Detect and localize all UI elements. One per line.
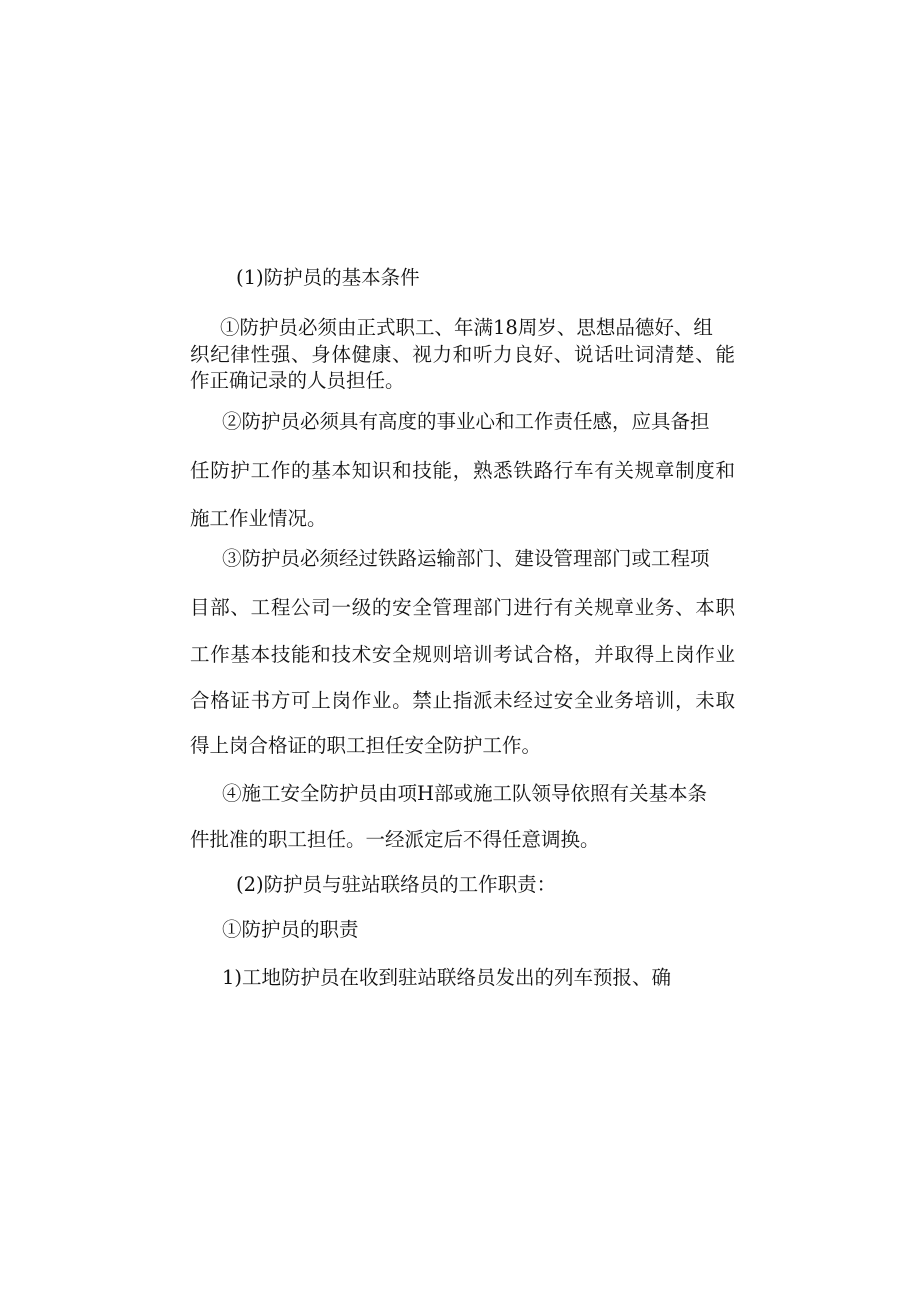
- paragraph-line: ①防护员必须由正式职工、年满18周岁、思想品德好、组: [220, 316, 713, 339]
- paragraph-line: ②防护员必须具有高度的事业心和工作责任感，应具备担: [222, 410, 710, 433]
- paragraph-line: 合格证书方可上岗作业。禁止指派未经过安全业务培训，未取: [190, 689, 735, 712]
- paragraph-line: 得上岗合格证的职工担任安全防护工作。: [190, 734, 542, 757]
- paragraph-line: 工作基本技能和技术安全规则培训考试合格，并取得上岗作业: [190, 643, 735, 666]
- paragraph-line: 施工作业情况。: [190, 507, 327, 530]
- paragraph-line: 织纪律性强、身体健康、视力和听力良好、说话吐词清楚、能: [190, 343, 735, 366]
- paragraph-line: 作正确记录的人员担任。: [190, 369, 405, 392]
- paragraph-line: ④施工安全防护员由项H部或施工队领导依照有关基本条: [222, 782, 708, 805]
- paragraph-line: 目部、工程公司一级的安全管理部门进行有关规章业务、本职: [190, 596, 735, 619]
- paragraph-line: 任防护工作的基本知识和技能，熟悉铁路行车有关规章制度和: [190, 459, 735, 482]
- paragraph-line: ③防护员必须经过铁路运输部门、建设管理部门或工程项: [222, 547, 710, 570]
- paragraph-line: 件批准的职工担任。一经派定后不得任意调换。: [190, 828, 600, 851]
- section-heading-duties: (2)防护员与驻站联络员的工作职责：: [236, 873, 557, 896]
- section-heading-basic-conditions: (1)防护员的基本条件: [236, 266, 420, 289]
- paragraph-line: 1)工地防护员在收到驻站联络员发出的列车预报、确: [222, 966, 672, 989]
- subheading-protector-duties: ①防护员的职责: [222, 918, 359, 941]
